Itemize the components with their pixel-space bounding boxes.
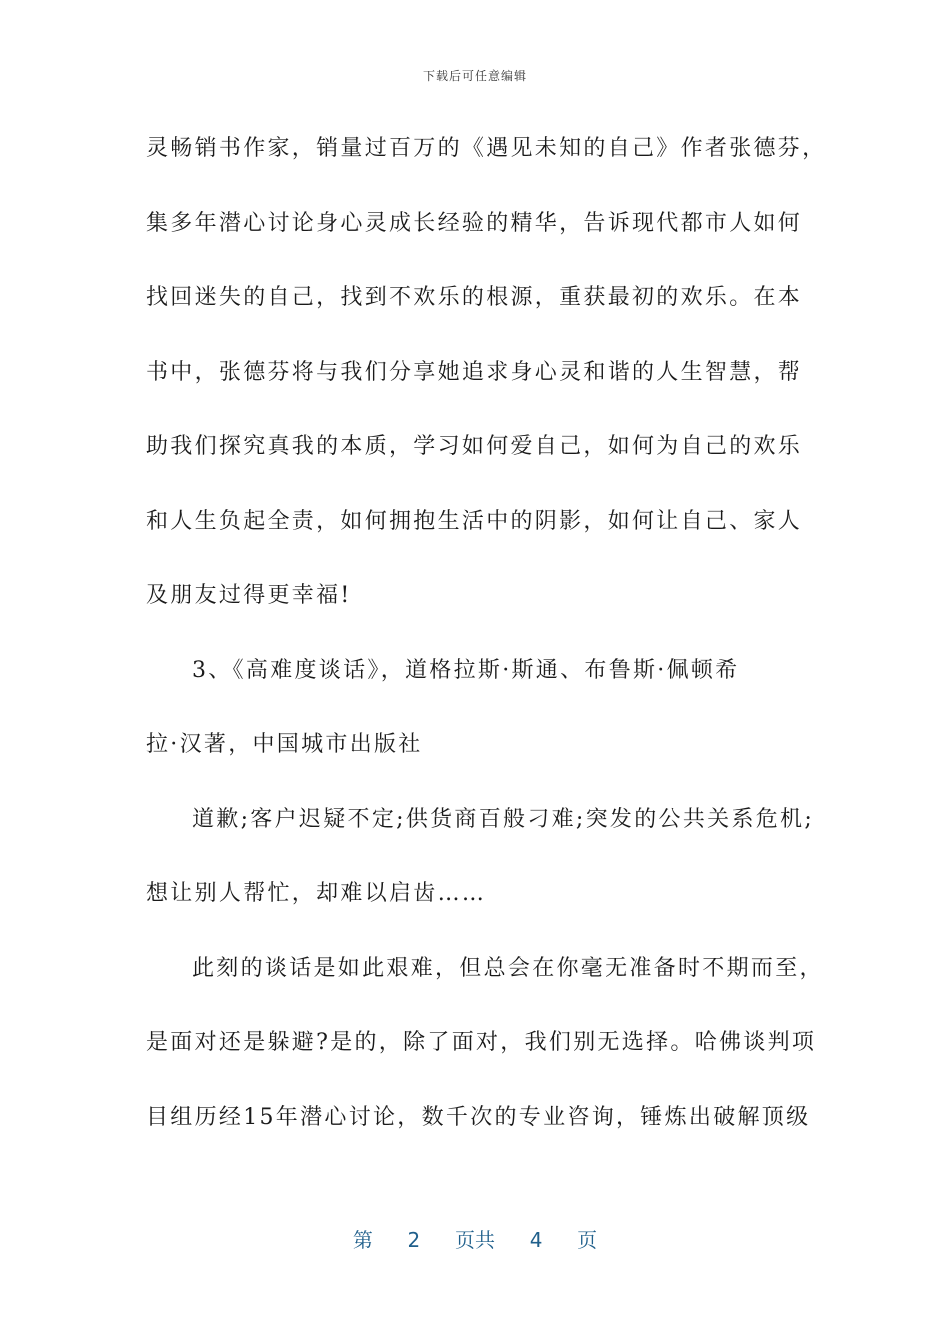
total-pages-number: 4 (529, 1228, 543, 1252)
text-line: 助我们探究真我的本质，学习如何爱自己，如何为自己的欢乐 (146, 434, 803, 459)
paragraph-start: 道歉;客户迟疑不定;供货商百般刁难;突发的公共关系危机; (192, 806, 815, 832)
footer-middle: 页共 (455, 1228, 495, 1252)
text-line: 集多年潜心讨论身心灵成长经验的精华，告诉现代都市人如何 (146, 210, 803, 236)
page-number-footer (0, 1224, 950, 1253)
text-line: 拉·汉著，中国城市出版社 (146, 732, 423, 757)
footer-prefix: 第 (352, 1228, 373, 1252)
paragraph-start: 此刻的谈话是如此艰难，但总会在你毫无准备时不期而至， (192, 955, 824, 981)
text-line: 书中，张德芬将与我们分享她追求身心灵和谐的人生智慧，帮 (146, 359, 803, 385)
text-line: 是面对还是躲避?是的，除了面对，我们别无选择。哈佛谈判项 (146, 1030, 817, 1055)
text-line: 找回迷失的自己，找到不欢乐的根源，重获最初的欢乐。在本 (146, 285, 803, 310)
footer-suffix: 页 (577, 1228, 598, 1252)
current-page-number: 2 (407, 1228, 421, 1252)
book-entry-heading: 3、《高难度谈话》，道格拉斯·斯通、布鲁斯·佩顿希 (192, 657, 740, 683)
text-line: 和人生负起全责，如何拥抱生活中的阴影，如何让自己、家人 (146, 508, 803, 534)
text-line: 灵畅销书作家，销量过百万的《遇见未知的自己》作者张德芬， (146, 136, 827, 161)
header-note: 下载后可任意编辑 (422, 69, 527, 83)
text-line: 目组历经15年潜心讨论，数千次的专业咨询，锤炼出破解顶级 (146, 1104, 811, 1130)
document-body (146, 112, 827, 1155)
text-line: 及朋友过得更幸福! (146, 583, 352, 608)
text-line: 想让别人帮忙，却难以启齿…… (146, 881, 487, 906)
